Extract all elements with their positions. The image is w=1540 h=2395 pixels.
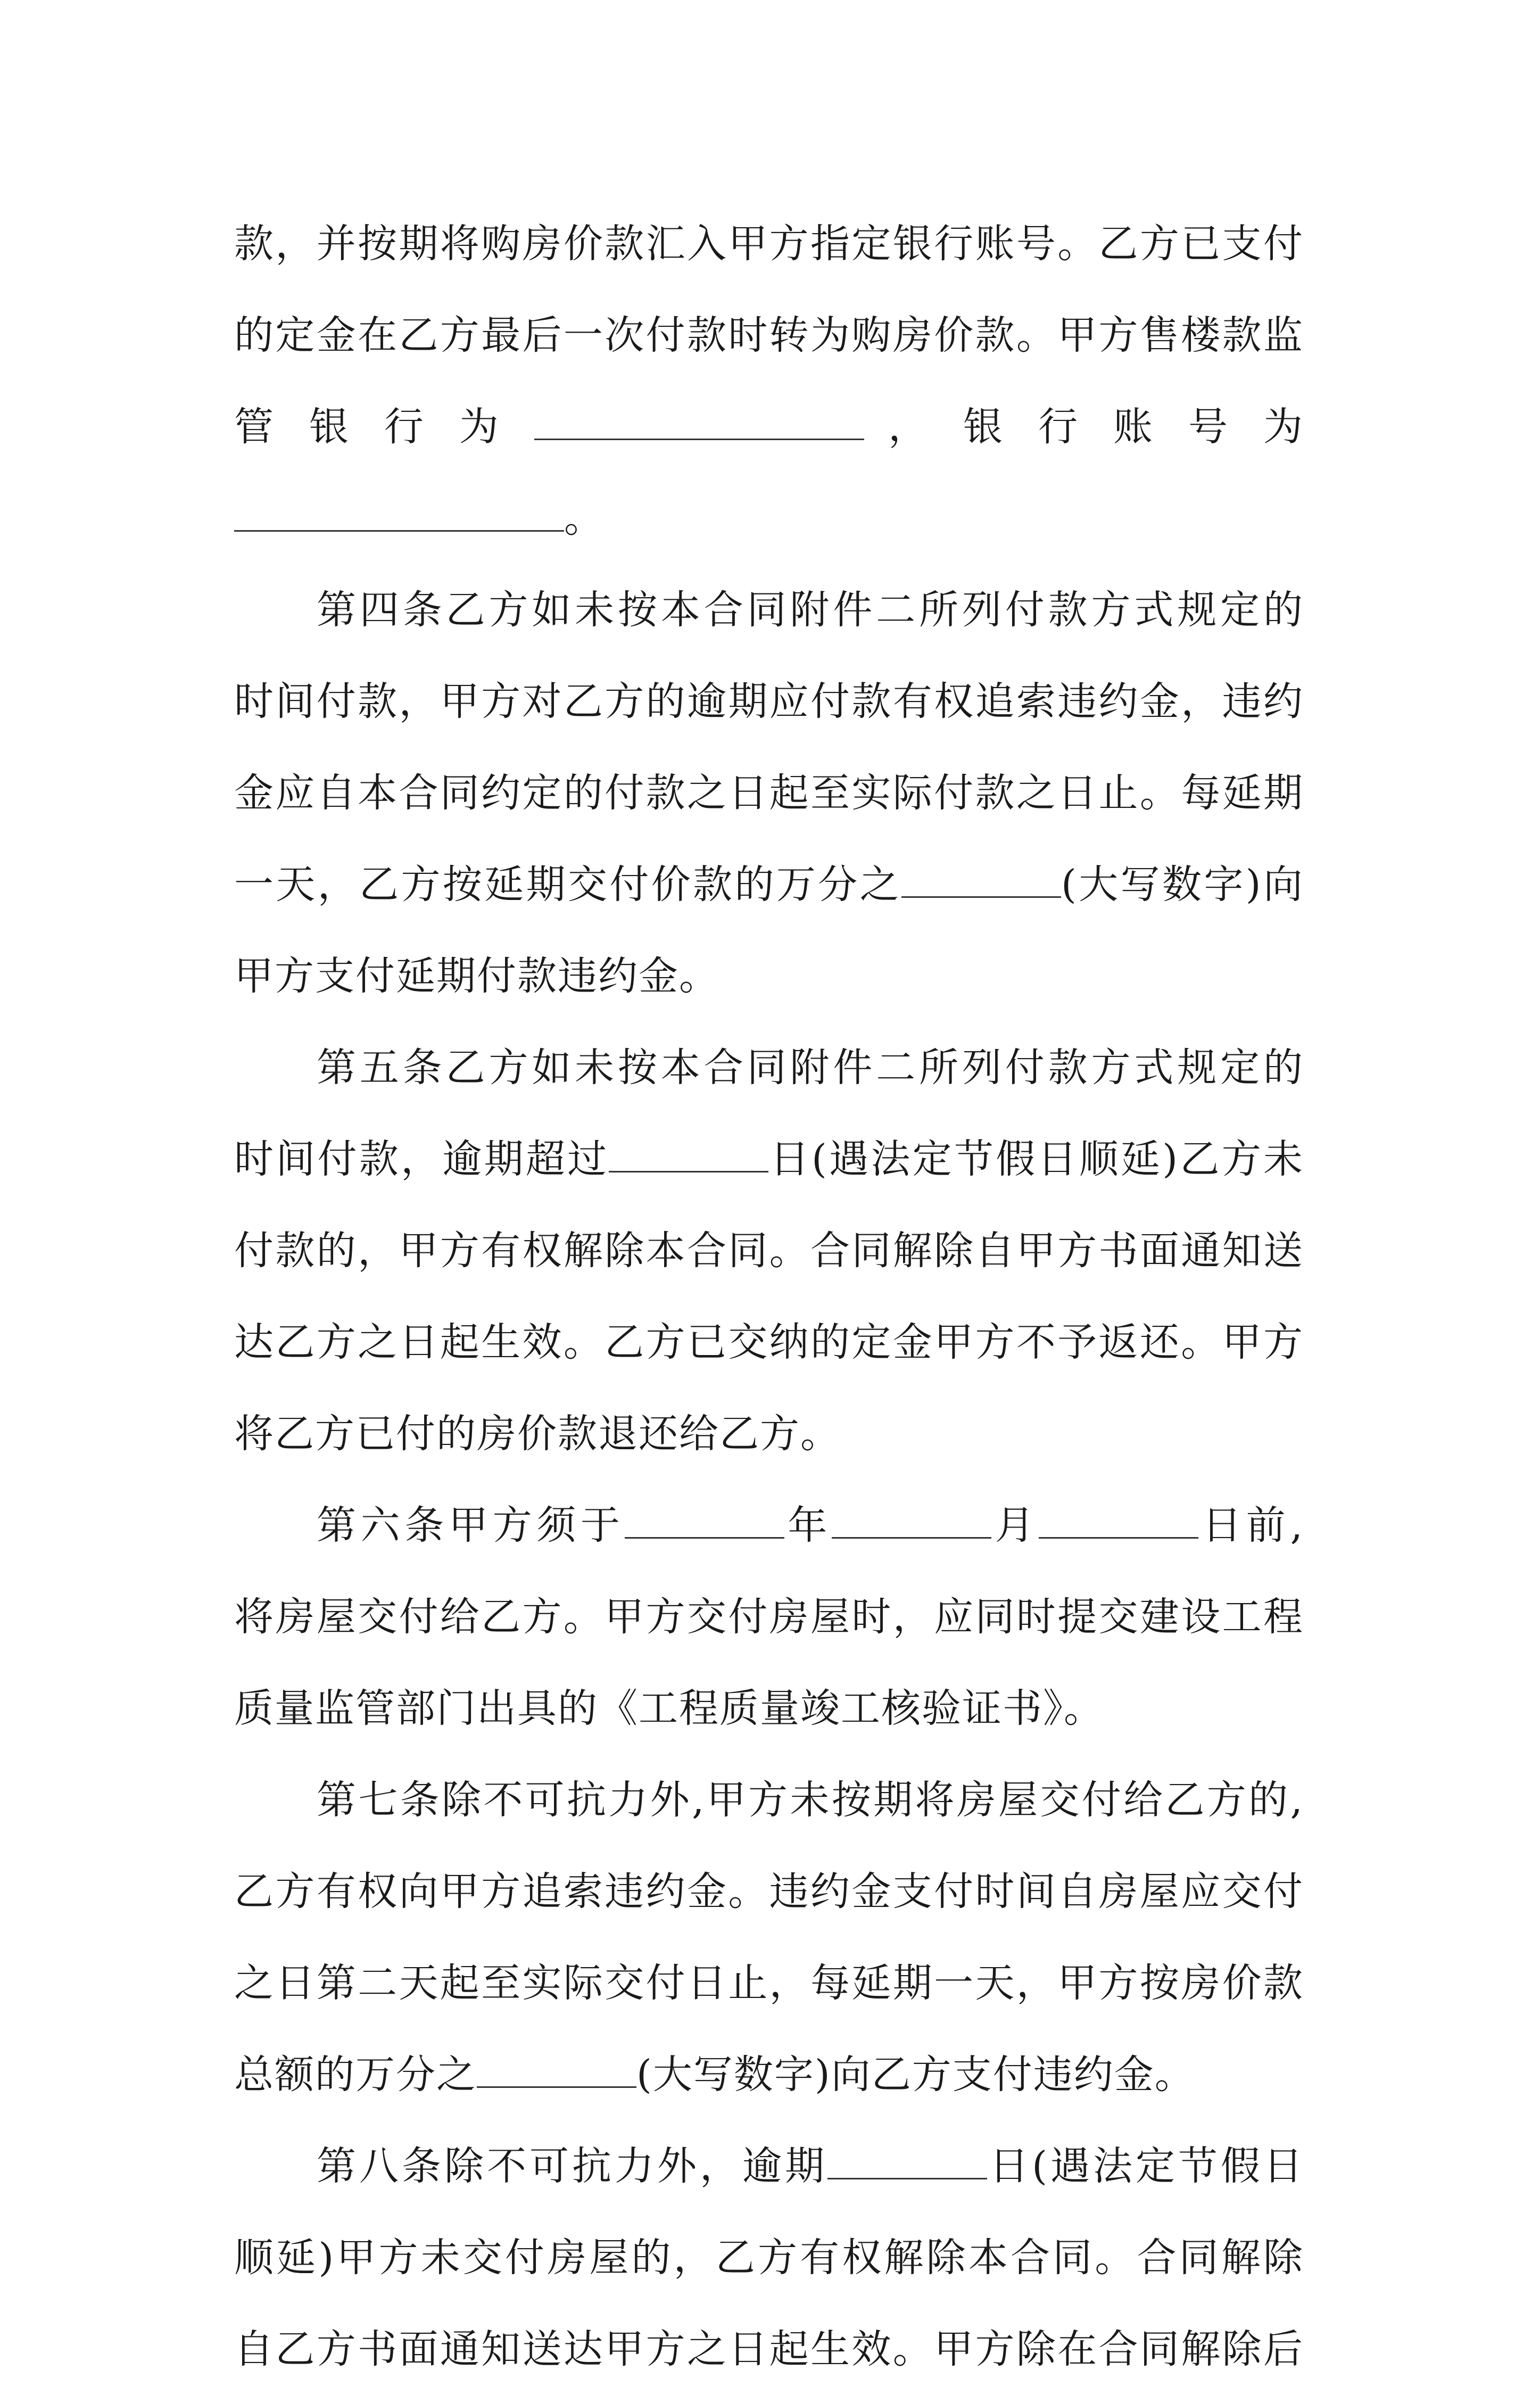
article-4-line <box>234 747 1304 839</box>
text-line <box>234 473 1304 564</box>
text-span: 年 <box>784 1502 832 1548</box>
text-span: 日前, <box>1198 1502 1304 1548</box>
article-4-line <box>234 656 1304 747</box>
article-6-line <box>234 1571 1304 1663</box>
contract-page <box>234 198 1304 2395</box>
text-span: 第七条除不可抗力外,甲方未按期将房屋交付给乙方的, <box>317 1777 1304 1823</box>
text-span: 第四条乙方如未按本合同附件二所列付款方式规定的 <box>317 587 1304 633</box>
text-span: 自乙方书面通知送达甲方之日起生效。甲方除在合同解除后 <box>234 2326 1304 2372</box>
text-span: 之日第二天起至实际交付日止，每延期一天，甲方按房价款 <box>234 1960 1304 2006</box>
text-span: 乙方有权向甲方追索违约金。违约金支付时间自房屋应交付 <box>234 1869 1304 1914</box>
text-span: 将房屋交付给乙方。甲方交付房屋时，应同时提交建设工程 <box>234 1594 1304 1640</box>
text-span: 总额的万分之 <box>234 2052 477 2097</box>
blank-late-payment-rate[interactable] <box>901 865 1061 898</box>
text-span: 的定金在乙方最后一次付款时转为购房价款。甲方售楼款监 <box>234 312 1304 358</box>
text-span: 将乙方已付的房价款退还给乙方。 <box>234 1411 841 1457</box>
text-span: 金应自本合同约定的付款之日起至实际付款之日止。每延期 <box>234 770 1304 816</box>
text-span: 第八条除不可抗力外，逾期 <box>317 2143 828 2189</box>
article-5-line <box>234 1205 1304 1296</box>
text-span: ， 银 行 账 号 为 <box>888 404 1304 450</box>
text-span: 一天，乙方按延期交付价款的万分之 <box>234 862 901 907</box>
article-7-line <box>234 1937 1304 2029</box>
text-span: 月 <box>991 1502 1039 1548</box>
text-span: 日(遇法定节假日 <box>987 2143 1304 2189</box>
text-span: 付款的，甲方有权解除本合同。合同解除自甲方书面通知送 <box>234 1228 1304 1274</box>
article-4-line <box>234 930 1304 1022</box>
blank-delivery-month[interactable] <box>832 1506 991 1539</box>
text-span: (大写数字)向 <box>1061 862 1304 907</box>
text-span: 。 <box>564 495 605 541</box>
text-span: 第六条甲方须于 <box>317 1502 625 1548</box>
text-span: 管 银 行 为 <box>234 404 510 450</box>
text-line <box>234 290 1304 381</box>
article-7-line <box>234 2029 1304 2120</box>
blank-delivery-overdue-days[interactable] <box>827 2147 987 2179</box>
article-8-line <box>234 2120 1304 2212</box>
blank-late-delivery-rate[interactable] <box>477 2055 636 2088</box>
article-5-line <box>234 1113 1304 1205</box>
blank-overdue-days[interactable] <box>609 1140 768 1172</box>
article-4-line <box>234 839 1304 930</box>
text-span: (大写数字)向乙方支付违约金。 <box>636 2052 1195 2097</box>
blank-delivery-year[interactable] <box>625 1506 784 1539</box>
text-span: 顺延)甲方未交付房屋的，乙方有权解除本合同。合同解除 <box>234 2235 1304 2281</box>
article-5-line <box>234 1388 1304 1480</box>
article-8-line <box>234 2303 1304 2395</box>
text-span: 第五条乙方如未按本合同附件二所列付款方式规定的 <box>317 1045 1304 1091</box>
text-span: 甲方支付延期付款违约金。 <box>234 953 719 999</box>
blank-bank-account[interactable] <box>234 499 564 532</box>
article-4-line <box>234 564 1304 656</box>
article-6-line <box>234 1663 1304 1754</box>
text-span: 日(遇法定节假日顺延)乙方未 <box>768 1136 1304 1182</box>
article-7-line <box>234 1846 1304 1937</box>
article-8-line <box>234 2212 1304 2303</box>
blank-delivery-day[interactable] <box>1039 1506 1198 1539</box>
article-5-line <box>234 1296 1304 1388</box>
text-line <box>234 198 1304 290</box>
text-span: 达乙方之日起生效。乙方已交纳的定金甲方不予返还。甲方 <box>234 1319 1304 1365</box>
text-span: 时间付款，逾期超过 <box>234 1136 609 1182</box>
article-7-line <box>234 1754 1304 1846</box>
article-6-line <box>234 1480 1304 1571</box>
article-5-line <box>234 1022 1304 1113</box>
text-span: 时间付款，甲方对乙方的逾期应付款有权追索违约金，违约 <box>234 679 1304 724</box>
text-span: 款，并按期将购房价款汇入甲方指定银行账号。乙方已支付 <box>234 221 1304 267</box>
text-span: 质量监管部门出具的《工程质量竣工核验证书》。 <box>234 1686 1104 1731</box>
text-line <box>234 381 1304 473</box>
blank-bank-name[interactable] <box>534 408 864 440</box>
